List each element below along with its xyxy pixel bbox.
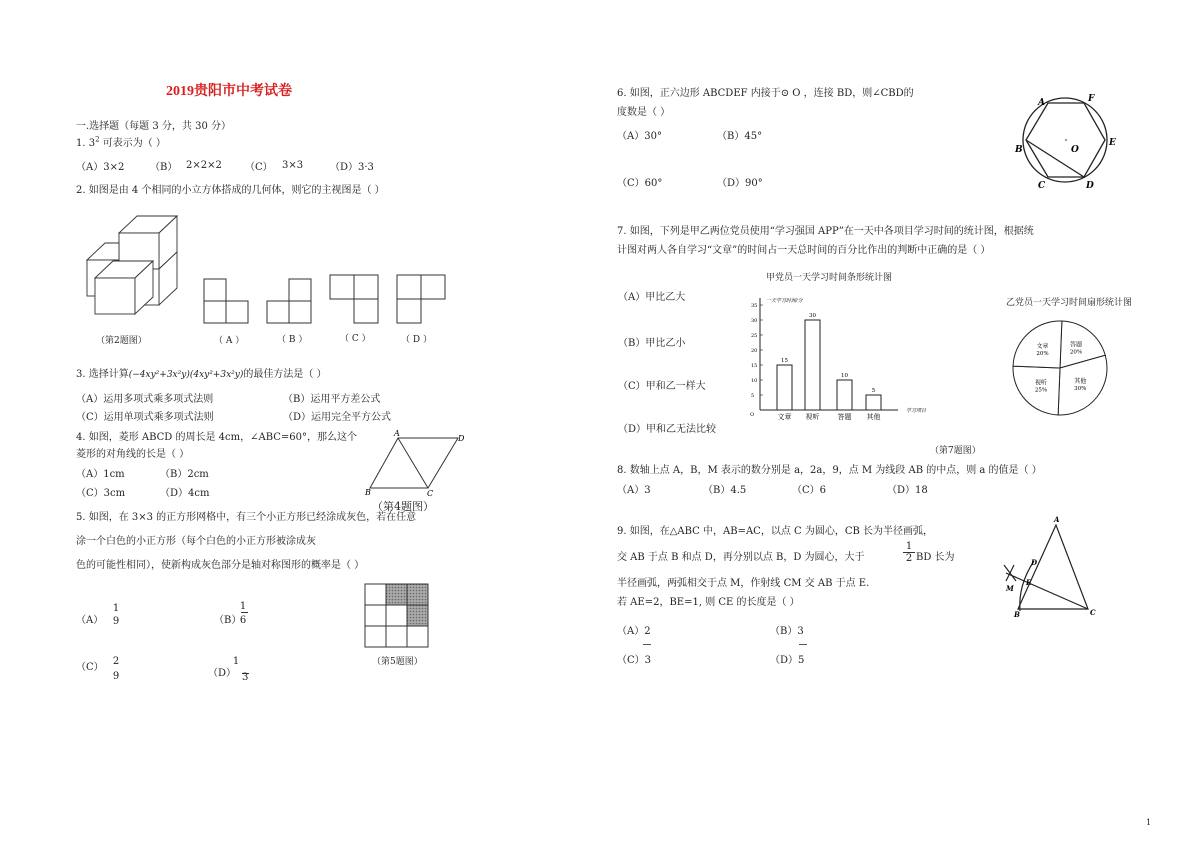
q2-label-d: （ D ）: [401, 335, 432, 345]
q1-opt-c: （C）: [245, 162, 273, 173]
bar-chart-title: 甲党员一天学习时间条形统计图: [766, 273, 893, 283]
bar-category-label: 文章: [777, 413, 792, 421]
pie-pct-label: 20%: [1036, 351, 1049, 358]
q6-hexagon-figure: [1010, 90, 1125, 195]
bar-data-label: 10: [841, 373, 848, 379]
q7-opt-a: （A）甲比乙大: [618, 292, 686, 303]
q4-point-c: C: [427, 489, 434, 498]
q9-point-d: D: [1031, 558, 1038, 567]
bar-y-tick-label: 5: [751, 393, 755, 399]
q6-opt-a: （A）30°: [617, 131, 662, 142]
bar-data-label: 15: [781, 358, 788, 364]
bar-data-label: 5: [871, 388, 876, 394]
q4-point-a: A: [394, 429, 400, 438]
bar-y-tick-label: 25: [751, 333, 758, 339]
q4-opt-a: （A）1cm: [76, 469, 125, 480]
bar-category-label: 其他: [866, 413, 881, 421]
q8-line1: 8. 数轴上点 A，B，M 表示的数分别是 a，2a，9，点 M 为线段 AB 的中点，则 a 的值是（ ）: [617, 465, 1042, 476]
q6-point-f: F: [1088, 94, 1095, 104]
q2-label-c: （ C ）: [340, 334, 371, 344]
q8-opt-b: （B）4.5: [703, 485, 747, 496]
q6-point-b: B: [1015, 145, 1023, 155]
q2-option-c-view: [329, 274, 379, 324]
q6-opt-b: （B）45°: [717, 131, 763, 142]
q5-caption: （第5题图）: [372, 657, 423, 667]
bar-y-label: 一天学习时间/分: [766, 298, 803, 304]
q7-opt-b: （B）甲比乙小: [618, 338, 686, 349]
q7-line2: 计图对两人各自学习“文章”的时间占一天总时间的百分比作出的判断中正确的是（ ）: [617, 245, 991, 256]
pie-label: 文章: [1036, 343, 1049, 351]
pie-pct-label: 30%: [1074, 386, 1087, 393]
q6-point-c: C: [1038, 181, 1046, 191]
bar-y-tick-label: 35: [751, 303, 758, 309]
pie-chart: [1010, 318, 1110, 418]
section-heading: 一.选择题（每题 3 分，共 30 分）: [76, 121, 231, 132]
pie-label: 视听: [1034, 379, 1048, 387]
q4-point-b: B: [365, 488, 371, 497]
q9-point-m: M: [1006, 584, 1014, 593]
q9-frac: 1 2: [903, 541, 915, 564]
q9-point-e: E: [1026, 578, 1032, 587]
q9-opt-d-radical: [799, 644, 807, 645]
q9-point-a: A: [1054, 515, 1060, 524]
q6-line2: 度数是（ ）: [617, 107, 671, 118]
q5-line2: 涂一个白色的小正方形（每个白色的小正方形被涂成灰: [76, 536, 316, 547]
q9-line2b: BD 长为: [916, 552, 955, 563]
q4-rhombus-figure: [365, 430, 475, 500]
bar: [805, 320, 820, 410]
q1-opt-b-value: 2×2×2: [186, 160, 222, 171]
pie-chart-title: 乙党员一天学习时间扇形统计图: [1006, 298, 1133, 308]
q1-opt-a: （A）3×2: [76, 162, 125, 173]
q2-caption: （第2题图）: [96, 336, 147, 346]
q1-stem: 1. $3^2$ 可表示为（ ）: [76, 135, 166, 149]
q5-opt-c: （C）: [76, 662, 104, 673]
bar: [837, 380, 852, 410]
q6-point-d: D: [1086, 181, 1094, 191]
q9-point-c: C: [1090, 608, 1096, 617]
q6-line1: 6. 如图，正六边形 ABCDEF 内接于⊙ O ，连接 BD，则∠CBD的: [617, 88, 914, 99]
q3-opt-c: （C）运用单项式乘多项式法则: [76, 412, 214, 423]
pie-label: 答题: [1070, 341, 1083, 349]
q2-stem: 2. 如图是由 4 个相同的小立方体搭成的几何体，则它的主视图是（ ）: [76, 185, 385, 196]
q6-point-e: E: [1109, 138, 1116, 148]
q2-option-a-view: [203, 278, 249, 324]
q6-point-o: O: [1071, 145, 1079, 155]
q3-opt-a: （A）运用多项式乘多项式法则: [76, 394, 214, 405]
q5-frac-b: 1 6: [239, 601, 247, 626]
q9-opt-a: （A）2: [617, 626, 651, 637]
q5-grid-figure: [364, 583, 432, 649]
q9-point-b: B: [1014, 610, 1020, 619]
q9-opt-d: （D）5: [770, 655, 805, 666]
q6-opt-d: （D）90°: [717, 178, 763, 189]
q8-opt-a: （A）3: [617, 485, 651, 496]
q3-opt-b: （B）运用平方差公式: [283, 394, 381, 405]
q5-line3: 色的可能性相同），使新构成灰色部分是轴对称图形的概率是（ ）: [76, 560, 365, 571]
q7-line1: 7. 如图，下列是甲乙两位党员使用“学习强国 APP”在一天中各项目学习时间的统计图，根据统: [617, 226, 1034, 237]
q4-opt-c: （C）3cm: [76, 488, 126, 499]
q7-caption: （第7题图）: [930, 446, 981, 456]
q7-opt-d: （D）甲和乙无法比较: [618, 424, 717, 435]
bar-y-tick-label: O: [750, 412, 755, 418]
q1-opt-b: （B）: [150, 162, 178, 173]
pie-pct-label: 20%: [1069, 349, 1083, 356]
q2-option-d-view: [396, 274, 446, 324]
bar-y-tick-label: 10: [751, 378, 758, 384]
q9-opt-c-radical: [643, 644, 651, 645]
q9-line4: 若 AE=2，BE=1, 则 CE 的长度是（ ）: [617, 597, 800, 608]
bar: [866, 395, 881, 410]
q3-opt-d: （D）运用完全平方公式: [283, 412, 392, 423]
q8-opt-d: （D）18: [887, 485, 928, 496]
q5-opt-d: （D）: [208, 668, 237, 679]
bar-category-label: 视听: [805, 413, 820, 421]
q8-opt-c: （C）6: [792, 485, 827, 496]
q5-opt-a: （A）: [76, 615, 104, 626]
q9-opt-c: （C）3: [617, 655, 652, 666]
q1-opt-d: （D）3·3: [330, 162, 374, 173]
q9-line3: 半径画弧，两弧相交于点 M，作射线 CM 交 AB 于点 E.: [617, 578, 870, 589]
pie-pct-label: 25%: [1034, 387, 1048, 394]
bar-data-label: 30: [809, 313, 816, 319]
bar-chart: [748, 292, 948, 432]
q1-opt-c-value: 3×3: [282, 160, 304, 171]
q2-label-b: （ B ）: [277, 335, 308, 345]
q9-opt-b: （B）3: [770, 626, 804, 637]
bar-category-label: 答题: [837, 413, 852, 421]
bar-y-tick-label: 15: [751, 363, 758, 369]
q9-line2: 交 AB 于点 B 和点 D，再分别以点 B，D 为圆心，大于: [617, 552, 865, 563]
q4-opt-b: （B）2cm: [160, 469, 209, 480]
q4-line2: 菱形的对角线的长是（ ）: [76, 449, 190, 460]
q4-point-d: D: [458, 434, 465, 443]
q7-opt-c: （C）甲和乙一样大: [618, 381, 706, 392]
q5-frac-a: 1 9: [112, 603, 120, 627]
q9-line1: 9. 如图，在△ABC 中，AB=AC，以点 C 为圆心，CB 长为半径画弧，: [617, 526, 934, 537]
q5-line1: 5. 如图，在 3×3 的正方形网格中，有三个小正方形已经涂成灰色，若在任意: [76, 512, 417, 523]
bar-y-tick-label: 20: [751, 348, 758, 354]
q5-frac-c: 2 9: [112, 656, 120, 682]
q4-caption: （第4题图）: [372, 500, 434, 513]
q6-opt-c: （C）60°: [617, 178, 663, 189]
paper-title: 2019贵阳市中考试卷: [166, 84, 292, 99]
q5-opt-b: （B）: [214, 615, 242, 626]
pie-label: 其他: [1074, 378, 1087, 386]
q2-label-a: （ A ）: [214, 336, 245, 346]
q9-triangle-figure: [1000, 515, 1110, 625]
q5-frac-d: 1 3: [232, 656, 249, 683]
bar-x-label: 学习项目: [906, 408, 927, 414]
q2-option-b-view: [266, 278, 312, 324]
q4-line1: 4. 如图，菱形 ABCD 的周长是 4cm，∠ABC=60°，那么这个: [76, 432, 358, 443]
q2-cube-figure: [84, 208, 194, 328]
q6-point-a: A: [1038, 98, 1045, 108]
bar-y-tick-label: 30: [751, 318, 758, 324]
q3-stem: 3. 选择计算(−4xy²+3x²y)(4xy²+3x²y)的最佳方法是（ ）: [76, 369, 327, 380]
bar: [777, 365, 792, 410]
q4-opt-d: （D）4cm: [160, 488, 210, 499]
page-number: 1: [1146, 818, 1152, 827]
